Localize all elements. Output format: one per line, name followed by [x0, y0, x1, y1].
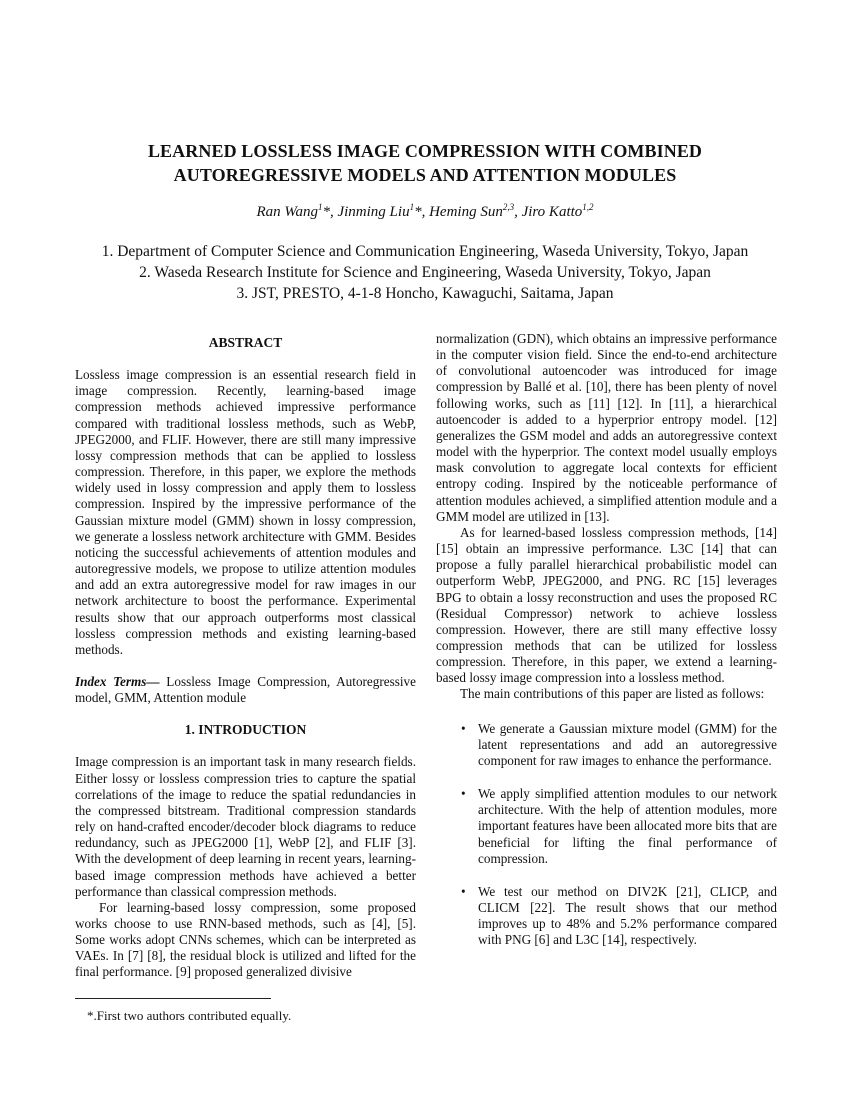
affiliation-line: 3. JST, PRESTO, 4-1-8 Honcho, Kawaguchi, Saitama, Japan — [236, 285, 614, 302]
introduction-paragraph-2: For learning-based lossy compression, some proposed works choose to use RNN-based methods, such as [4], [5]. Some works adopt CNNs schemes, which can be interpreted as VAEs. In [7] [8], the residual block is utilized and lifted for the final performance. [9] proposed generalized divisive — [75, 899, 416, 980]
author-name: Jinming Liu — [337, 204, 410, 220]
right-column — [436, 331, 777, 965]
author-separator: *, — [414, 204, 430, 220]
left-column — [75, 335, 416, 981]
author-affiliation-mark: 1 — [409, 202, 415, 212]
abstract-text: Lossless image compression is an essential research field in image compression. Recently, learning-based image compression methods achieved impressive performance compared with traditional lossless methods, such as WebP, JPEG2000, and FLIF. However, there are still many impressive lossy compression methods that can be applied to lossless compression. Therefore, in this paper, we explore the methods widely used in lossy compression and apply them to lossless compression. Inspired by the impressive performance of the Gaussian mixture model (GMM) shown in lossy compression, we generate a lossless network architecture with GMM. Besides noticing the successful achievements of attention modules and autoregressive models, we propose to utilize attention modules and add an extra autoregressive model for raw images in our network architecture to boost the performance. Experimental results show that our approach outperforms most classical lossless compression methods and existing learning-based methods. — [75, 367, 416, 657]
list-item — [436, 884, 777, 949]
index-terms-label: Index Terms— — [75, 673, 160, 689]
author-separator: *, — [322, 204, 338, 220]
abstract-heading: ABSTRACT — [208, 335, 283, 350]
right-paragraph-2: As for learned-based lossless compression methods, [14] [15] obtain an impressive performance. L3C [14] that can propose a fully parallel hierarchical probabilistic model can outperform WebP, JPEG2000, and PNG. RC [15] leverages BPG to obtain a lossy reconstruction and uses the proposed RC (Residual Compressor) network to achieve lossless compression. However, there are still many effective lossy compression methods that can be utilized for lossless compression. Therefore, in this paper, we extend a learning-based lossy image compression into a lossless method. — [436, 524, 777, 686]
index-terms-text: Lossless Image Compression, Autoregressive model, GMM, Attention module — [75, 673, 416, 706]
contributions-list — [436, 721, 777, 949]
footnote: *.First two authors contributed equally. — [87, 1008, 292, 1023]
bullet-icon: • — [461, 883, 466, 899]
right-paragraph-1: normalization (GDN), which obtains an impressive performance in the computer vision field. Since the end-to-end architecture of convolutional autoencoder was introduced for image compression by Ballé et al. [10], there has been plenty of novel following works, such as [11] [12]. In [11], a hierarchical autoencoder is added to a hyperprior entropy model. [12] generalizes the GSM model and adds an autoregressive context model with the hyperprior. The context model usually employs mask convolution to aggregate local contexts for efficient entropy coding. Inspired by the noticeable performance of attention modules achieved, a simplified attention module and a GMM model are utilized in [13]. — [436, 331, 777, 524]
author-affiliation-mark: 2,3 — [502, 202, 515, 212]
affiliation-line: 2. Waseda Research Institute for Science and Engineering, Waseda University, Tokyo, Japan — [139, 264, 711, 281]
author-name: Jiro Katto — [521, 204, 583, 220]
list-item-text: We apply simplified attention modules to our network architecture. With the help of attention modules, more important features have been allocated more bits that are beneficial for lifting the final performance of compression. — [478, 786, 777, 866]
footnote-divider — [75, 998, 271, 999]
list-item-text: We test our method on DIV2K [21], CLICP, and CLICM [22]. The result shows that our method improves up to 48% and 5.2% performance compared with PNG [6] and L3C [14], respectively. — [478, 883, 777, 948]
contributions-intro: The main contributions of this paper are listed as follows: — [460, 686, 765, 702]
list-item — [436, 786, 777, 867]
author-affiliation-mark: 1 — [317, 202, 323, 212]
author-name: Heming Sun — [429, 204, 503, 220]
affiliations — [0, 241, 850, 304]
paper-title — [0, 139, 850, 187]
author-affiliation-mark: 1,2 — [582, 202, 594, 212]
title-line-1: LEARNED LOSSLESS IMAGE COMPRESSION WITH COMBINED — [147, 141, 703, 161]
author-separator: , — [514, 204, 522, 220]
title-line-2: AUTOREGRESSIVE MODELS AND ATTENTION MODULES — [173, 165, 677, 185]
bullet-icon: • — [461, 786, 466, 802]
list-item-text: We generate a Gaussian mixture model (GMM) for the latent representations and add an autoregressive component for raw images to enhance the performance. — [478, 720, 777, 768]
author-list — [0, 202, 850, 222]
index-terms — [75, 674, 416, 706]
bullet-icon: • — [461, 720, 466, 736]
introduction-paragraph-1: Image compression is an important task in many research fields. Either lossy or lossless compression tries to capture the spatial correlations of the image to reduce the spatial redundancies in the compressed bitstream. Traditional compression standards rely on hand-crafted encoder/decoder block diagrams to reduce redundancy, such as JPEG2000 [1], WebP [2], and FLIF [3]. With the development of deep learning in recent years, learning-based image compression methods have achieved a better performance than classical compression methods. — [75, 754, 416, 899]
list-item — [436, 721, 777, 769]
author-name: Ran Wang — [256, 204, 318, 220]
introduction-heading: 1. INTRODUCTION — [184, 722, 307, 738]
affiliation-line: 1. Department of Computer Science and Communication Engineering, Waseda University, Tokyo, Japan — [101, 243, 749, 260]
